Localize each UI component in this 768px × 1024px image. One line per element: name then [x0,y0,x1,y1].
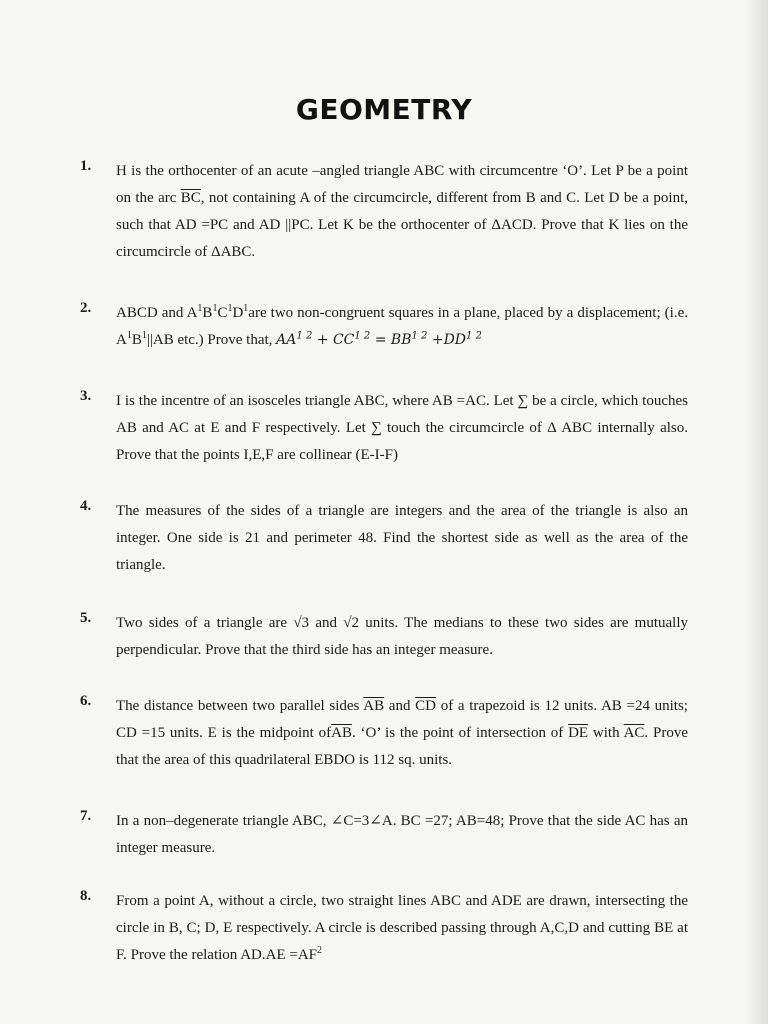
problem-number: 1. [80,158,92,174]
equation: $AA^{1 2} + CC^{1 2} = BB^{1 2} +DD^{1 2}$ [276,330,482,348]
problem-text: Two sides of a triangle are √3 and √2 units. The medians to these two sides are mutually perpendicular. Prove that the third side has an integer measure. [116,615,688,658]
arc-label: $\overline{BC}$ [180,190,201,206]
problem-text: From a point A, without a circle, two straight lines ABC and ADE are drawn, intersecting the circle in B, C; D, E respectively. A circle is described passing through A,C,D and cutting BE at F. Prove the relation $AD.AE =AF^2$ [116,893,688,963]
problem-text: The distance between two parallel sides $\overline{AB}$ and $\overline{CD}$ of a trapezoid is 12 units. AB =24 units; CD =15 units. E is the midpoint $of\overline{AB}$. ‘O’ is the point of intersection of $\overline{DE}$ with $\overline{AC}$. Prove that the area of this quadrilateral EBDO is 112 sq. units. [116,698,688,768]
problem-text: I is the incentre of an isosceles triangle ABC, where AB =AC. Let ∑ be a circle, which touches AB and AC at E and F respectively. Let ∑ touch the circumcircle of Δ ABC internally also. Prove that the points I,E,F are collinear (E-I-F) [116,393,688,463]
radical: √3 [293,615,310,631]
problem-number: 4. [80,498,92,514]
page-edge-shadow [746,0,768,1024]
problem-number: 7. [80,808,92,824]
problem-text: ABCD and $A^1B^1C^1D^1are$ two non-congruent squares in a plane, placed by a displacement; (i.e. $A^1B^1||AB$ etc.) Prove that, $AA^{1 2} + CC^{1 2} = BB^{1 2} +DD^{1 2}$ [116,303,688,348]
radical: √2 [343,615,359,631]
problem-number: 5. [80,610,92,626]
problem-text: H is the orthocenter of an acute –angled triangle ABC with circumcentre ‘O’. Let P be a point on the arc $\overline{BC}$, not containing A of the circumcircle, different from B and C. Let D be a point, such that AD =PC and AD ||PC. Let K be the orthocenter of ΔACD. Prove that K lies on the circumcircle of ΔABC. [116,163,688,260]
segment-label: $\overline{AB}$ [331,725,352,741]
problem-number: 6. [80,693,92,709]
segment-label: $\overline{CD}$ [415,698,437,714]
page-title: GEOMETRY [295,93,473,126]
segment-label: $\overline{AB}$ [363,698,385,714]
problem-text: The measures of the sides of a triangle are integers and the area of the triangle is also an integer. One side is 21 and perimeter 48. Find the shortest side as well as the area of the triangle. [116,503,688,573]
problem-number: 2. [80,300,92,316]
segment-label: $\overline{AC}$ [623,725,645,741]
problem-text: In a non–degenerate triangle ABC, ∠C=3∠A. BC =27; AB=48; Prove that the side AC has an integer measure. [116,813,688,856]
problem-number: 3. [80,388,92,404]
problem-number: 8. [80,888,92,904]
segment-label: $\overline{DE}$ [568,725,589,741]
